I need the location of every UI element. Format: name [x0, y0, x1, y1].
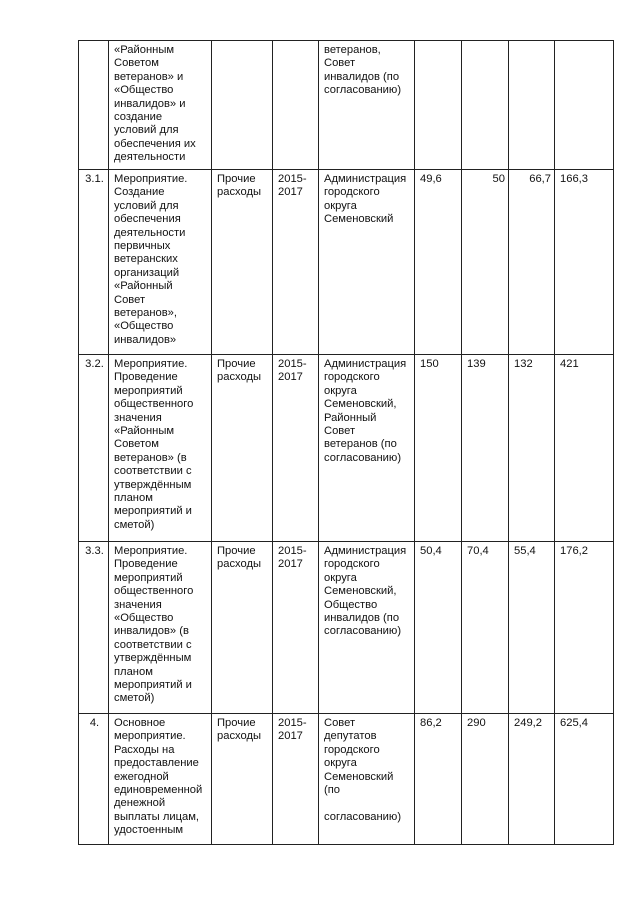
- value-2017: 55,4: [509, 542, 555, 714]
- period: [273, 41, 319, 170]
- expense-type: Прочие расходы: [212, 542, 273, 714]
- value-2017: [509, 41, 555, 170]
- value-total: 421: [555, 355, 614, 542]
- table-row: [79, 714, 614, 845]
- expense-type: Прочие расходы: [212, 170, 273, 355]
- event-name: Основное мероприятие. Расходы на предоставление ежегодной единовременной денежной выплаты лицам, удостоенным: [109, 714, 212, 845]
- value-total: [555, 41, 614, 170]
- executor: Администрация городского округа Семеновский, Районный Совет ветеранов (по согласованию): [319, 355, 415, 542]
- value-2016: 290: [462, 714, 509, 845]
- executor: Администрация городского округа Семеновский, Общество инвалидов (по согласованию): [319, 542, 415, 714]
- event-name: Мероприятие. Создание условий для обеспечения деятельности первичных ветеранских организаций «Районный Совет ветеранов», «Общество инвалидов»: [109, 170, 212, 355]
- value-total: 176,2: [555, 542, 614, 714]
- value-2016: [462, 41, 509, 170]
- value-2016: 139: [462, 355, 509, 542]
- executor: Администрация городского округа Семеновский: [319, 170, 415, 355]
- row-number: 3.2.: [79, 355, 109, 542]
- row-number: 3.1.: [79, 170, 109, 355]
- table-row: [79, 542, 614, 714]
- value-total: 625,4: [555, 714, 614, 845]
- executor: Совет депутатов городского округа Семеновский (по согласованию): [319, 714, 415, 845]
- value-2017: 132: [509, 355, 555, 542]
- row-number: 4.: [79, 714, 109, 845]
- value-2016: 50: [462, 170, 509, 355]
- value-total: 166,3: [555, 170, 614, 355]
- value-2015: 50,4: [415, 542, 462, 714]
- value-2015: 49,6: [415, 170, 462, 355]
- period: 2015- 2017: [273, 542, 319, 714]
- row-number: [79, 41, 109, 170]
- row-number: 3.3.: [79, 542, 109, 714]
- event-name: «Районным Советом ветеранов» и «Общество инвалидов» и создание условий для обеспечения их деятельности: [109, 41, 212, 170]
- period: 2015- 2017: [273, 714, 319, 845]
- expense-type: Прочие расходы: [212, 355, 273, 542]
- table-row: [79, 170, 614, 355]
- expense-type: [212, 41, 273, 170]
- table-row: [79, 355, 614, 542]
- event-name: Мероприятие. Проведение мероприятий общественного значения «Районным Советом ветеранов» (в соответствии с утверждённым планом мероприятий и сметой): [109, 355, 212, 542]
- value-2015: 86,2: [415, 714, 462, 845]
- expense-type: Прочие расходы: [212, 714, 273, 845]
- value-2017: 66,7: [509, 170, 555, 355]
- value-2015: 150: [415, 355, 462, 542]
- value-2017: 249,2: [509, 714, 555, 845]
- period: 2015- 2017: [273, 170, 319, 355]
- program-table: [78, 40, 614, 845]
- executor: ветеранов, Совет инвалидов (по согласованию): [319, 41, 415, 170]
- event-name: Мероприятие. Проведение мероприятий общественного значения «Общество инвалидов» (в соответствии с утверждённым планом мероприятий и сметой): [109, 542, 212, 714]
- value-2016: 70,4: [462, 542, 509, 714]
- value-2015: [415, 41, 462, 170]
- table-row: [79, 41, 614, 170]
- period: 2015- 2017: [273, 355, 319, 542]
